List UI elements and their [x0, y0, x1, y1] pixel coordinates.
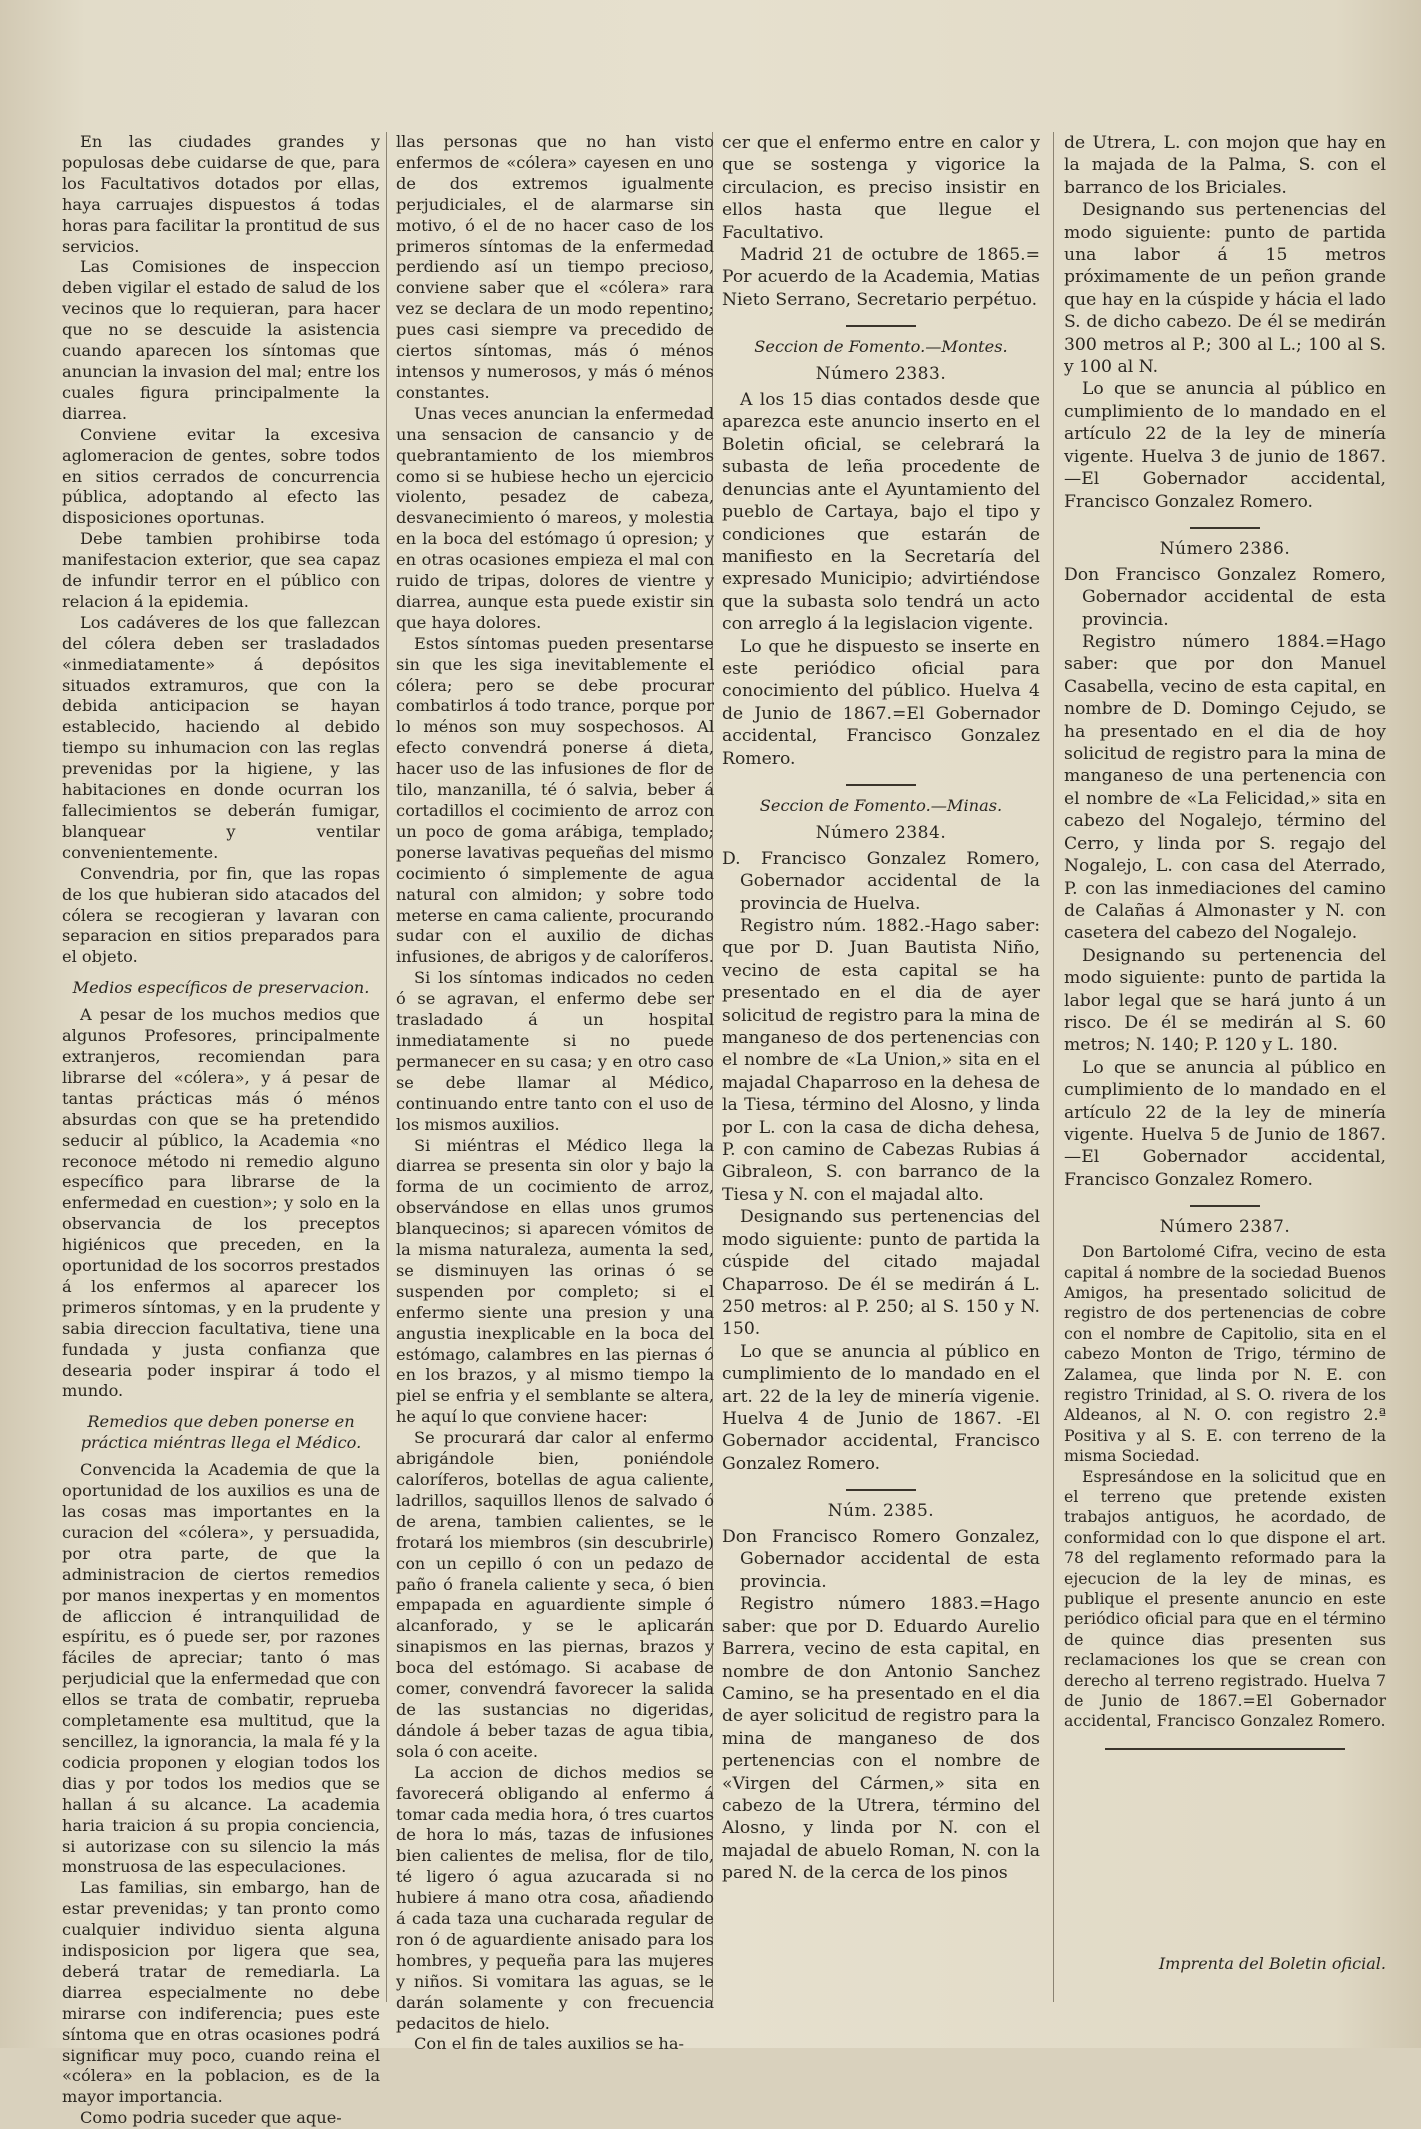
separator-rule	[1105, 1748, 1345, 1750]
paragraph: Las familias, sin embargo, han de estar prevenidas; y tan pronto como cualquier individuo sienta alguna indisposicion por ligera que sea, deberá tratar de remediarla. La diarrea especialmente no debe mirarse con indiferencia; pues este síntoma que en otras ocasiones podrá significar muy poco, cuando reina el «cólera» en la poblacion, es de la mayor importancia.	[62, 1878, 380, 2107]
printer-imprint: Imprenta del Boletin oficial.	[1158, 1954, 1386, 1973]
section-heading: Remedios que deben ponerse en práctica miéntras llega el Médico.	[80, 1412, 362, 1453]
paragraph: llas personas que no han visto enfermos de «cólera» cayesen en uno de dos extremos igualmente perjudiciales, el de alarmarse sin motivo, ó el de no hacer caso de los primeros síntomas de la enfermedad perdiendo así un tiempo precioso, conviene saber que el «cólera» rara vez se declara de un modo repentino; pues casi siempre va precedido de ciertos síntomas, más ó ménos intensos y numerosos, y más ó ménos constantes.	[396, 132, 714, 402]
paragraph: Las Comisiones de inspeccion deben vigilar el estado de salud de los vecinos que lo requieran, para hacer que no se descuide la asistencia cuando aparecen los síntomas que anuncian la invasion del mal; entre los cuales figura principalmente la diarrea.	[62, 257, 380, 423]
paragraph: Estos síntomas pueden presentarse sin que les siga inevitablemente el cólera; pero se debe procurar combatirlos á todo trance, porque por lo ménos son muy sospechosos. Al efecto convendrá ponerse á dieta, hacer uso de las infusiones de flor de tilo, manzanilla, té ó salvia, beber á cortadillos el cocimiento de arroz con un poco de goma arábiga, templado; ponerse lavativas pequeñas del mismo cocimiento ó simplemente de agua natural con almidon; y sobre todo meterse en cama caliente, procurando sudar con el auxilio de dichas infusiones, de abrigos y de caloríferos.	[396, 633, 714, 967]
paragraph: La accion de dichos medios se favorecerá obligando al enfermo á tomar cada media hora, ó tres cuartos de hora lo más, tazas de infusiones bien calientes de melisa, flor de tilo, té ligero ó agua azucarada si no hubiere á mano otra cosa, añadiendo á cada taza una cucharada regular de ron ó de aguardiente anisado para los hombres, y pequeña para las mujeres y niños. Si vomitara las aguas, se le darán solamente y con frecuencia pedacitos de hielo.	[396, 1762, 714, 2033]
paragraph: Debe tambien prohibirse toda manifestacion exterior, que sea capaz de infundir terror en el público con relacion á la epidemia.	[62, 529, 380, 611]
paragraph: Registro número 1884.=Hago saber: que por don Manuel Casabella, vecino de esta capital, en nombre de D. Domingo Cejudo, se ha presentado en el dia de hoy solicitud de registro para la mina de manganeso de una pertenencia con el nombre de «La Felicidad,» sita en cabezo del Nogalejo, término del Cerro, y linda por S. regajo del Nogalejo, L. con casa del Aterrado, P. con las inmediaciones del camino de Calañas á Almonaster y N. con casetera del cabezo del Nogalejo.	[1064, 632, 1386, 944]
notice-number: Número 2383.	[815, 364, 947, 385]
column-3	[722, 132, 1040, 2002]
paragraph: Don Francisco Gonzalez Romero, Gobernador accidental de esta provincia.	[1064, 564, 1386, 630]
paragraph: Como podria suceder que aque-	[80, 2108, 342, 2128]
section-heading: Seccion de Fomento.—Montes.	[754, 337, 1008, 357]
separator-rule	[1190, 1205, 1260, 1207]
paragraph: Convendria, por fin, que las ropas de los que hubieran sido atacados del cólera se recogieran y lavaran con separacion en sitios preparados para el objeto.	[62, 863, 380, 967]
paragraph: Convencida la Academia de que la oportunidad de los auxilios es una de las cosas mas importantes en la curacion del «cólera», y persuadida, por otra parte, de que la administracion de ciertos remedios por manos inexpertas y en momentos de afliccion é intranquilidad de espíritu, es ó puede ser, por razones fáciles de apreciar; tanto ó mas perjudicial que la enfermedad que con ellos se trata de combatir, reprueba completamente esa multitud, que la sencillez, la ignorancia, la mala fé y la codicia proponen y elogian todos los dias y por todos los medios que se hallan á su alcance. La academia haria traicion á su propia conciencia, si autorizase con su silencio la más monstruosa de las especulaciones.	[62, 1460, 380, 1877]
paragraph: En las ciudades grandes y populosas debe cuidarse de que, para los Facultativos dotados por ellas, haya carruajes dispuestos á todas horas para facilitar la prontitud de sus servicios.	[62, 132, 380, 256]
paragraph: Registro núm. 1882.-Hago saber: que por D. Juan Bautista Niño, vecino de esta capital se ha presentado en el dia de ayer solicitud de registro para la mina de manganeso de dos pertenencias con el nombre de «La Union,» sita en el majadal Chaparroso en la dehesa de la Tiesa, término del Alosno, y linda por L. con la casa de dicha dehesa, P. con camino de Cabezas Rubias á Gibraleon, S. con barranco de la Tiesa y N. con el majadal alto.	[722, 916, 1040, 1205]
paragraph: Conviene evitar la excesiva aglomeracion de gentes, sobre todos en sitios cerrados de concurrencia pública, adoptando al efecto las disposiciones oportunas.	[62, 424, 380, 528]
paragraph: Los cadáveres de los que fallezcan del cólera deben ser trasladados «inmediatamente» á depósitos situados extramuros, que con la debida anticipacion se hayan establecido, haciendo al debido tiempo su inhumacion con las reglas prevenidas por la higiene, y las habitaciones en donde ocurran los fallecimientos se deberán fumigar, blanquear y ventilar convenientemente.	[62, 612, 380, 862]
separator-rule	[846, 325, 916, 327]
notice-number: Número 2386.	[1159, 538, 1291, 559]
paragraph: Si miéntras el Médico llega la diarrea se presenta sin olor y bajo la forma de un cocimiento de arroz, observándose en ellas unos grumos blanquecinos; si aparecen vómitos de la misma naturaleza, aumenta la sed, se disminuyen las orinas ó se suspenden por completo; si el enfermo siente una presion y una angustia inexplicable en la boca del estómago, calambres en las piernas ó en los brazos, y al mismo tiempo la piel se enfria y el semblante se altera, he aquí lo que conviene hacer:	[396, 1135, 714, 1427]
paragraph: de Utrera, L. con mojon que hay en la majada de la Palma, S. con el barranco de los Briciales.	[1064, 133, 1386, 198]
paragraph: D. Francisco Gonzalez Romero, Gobernador accidental de la provincia de Huelva.	[722, 848, 1040, 914]
notice-number: Núm. 2385.	[827, 1501, 935, 1522]
notice-number: Número 2387.	[1159, 1217, 1291, 1238]
paragraph: Se procurará dar calor al enfermo abrigándole bien, poniéndole caloríferos, botellas de agua caliente, ladrillos, saquillos llenos de salvado ó de arena, tambien calientes, se le frotará los miembros (sin descubrirle) con un cepillo ó con un pedazo de paño ó franela caliente y seca, ó bien empapada en aguardiente simple ó alcanforado, y se le aplicarán sinapismos en las piernas, brazos y boca del estómago. Si acabase de comer, convendrá favorecer la salida de las sustancias no digeridas, dándole á beber tazas de agua tibia, sola ó con aceite.	[396, 1428, 714, 1761]
paragraph: Lo que he dispuesto se inserte en este periódico oficial para conocimiento del público. Huelva 4 de Junio de 1867.=El Gobernador accidental, Francisco Gonzalez Romero.	[722, 636, 1040, 769]
paragraph: Si los síntomas indicados no ceden ó se agravan, el enfermo debe ser trasladado á un hospital inmediatamente si no puede permanecer en su casa; y en otro caso se debe llamar al Médico, continuando entre tanto con el uso de los mismos auxilios.	[396, 968, 714, 1134]
column-rule	[1053, 132, 1054, 2002]
separator-rule	[846, 784, 916, 786]
paragraph: Espresándose en la solicitud que en el terreno que pretende existen trabajos antiguos, he acordado, de conformidad con lo que dispone el art. 78 del reglamento reformado para la ejecucion de la ley de minas, es publique el presente anuncio en este periódico oficial para que en el término de quince dias presenten sus reclamaciones los que se crean con derecho al terreno registrado. Huelva 7 de Junio de 1867.=El Gobernador accidental, Francisco Gonzalez Romero.	[1064, 1466, 1386, 1731]
section-heading: Seccion de Fomento.—Minas.	[759, 795, 1003, 815]
paragraph: Don Bartolomé Cifra, vecino de esta capital á nombre de la sociedad Buenos Amigos, ha presentado solicitud de registro de dos pertenencias de cobre con el nombre de Capitolio, sita en el cabezo Monton de Trigo, término de Zalamea, que linda por N. E. con registro Trinidad, al S. O. rivera de los Aldeanos, al N. O. con registro 2.ª Positiva y al S. E. con terreno de la misma Sociedad.	[1064, 1242, 1386, 1466]
column-rule	[386, 132, 387, 2002]
column-4	[1064, 132, 1386, 2002]
paragraph: Lo que se anuncia al público en cumplimiento de lo mandado en el art. 22 de la ley de minería vigenie. Huelva 4 de Junio de 1867. -El Gobernador accidental, Francisco Gonzalez Romero.	[722, 1341, 1040, 1474]
paragraph: Designando su pertenencia del modo siguiente: punto de partida la labor legal que se hará junto á un risco. De él se medirán al S. 60 metros; N. 140; P. 120 y L. 180.	[1064, 945, 1386, 1056]
paragraph: Designando sus pertenencias del modo siguiente: punto de partida la cúspide del citado majadal Chaparroso. De él se medirán á L. 250 metros: al P. 250; al S. 150 y N. 150.	[722, 1207, 1040, 1340]
paragraph: Lo que se anuncia al público en cumplimiento de lo mandado en el artículo 22 de la ley de minería vigente. Huelva 5 de Junio de 1867.—El Gobernador accidental, Francisco Gonzalez Romero.	[1064, 1057, 1386, 1190]
column-2	[396, 132, 714, 2054]
paragraph: A pesar de los muchos medios que algunos Profesores, principalmente extranjeros, recomiendan para librarse del «cólera», y á pesar de tantas prácticas más ó ménos absurdas con que se ha pretendido seducir al público, la Academia «no reconoce método ni remedio alguno específico para librarse de la enfermedad en cuestion»; y solo en la observancia de los preceptos higiénicos que preceden, en la oportunidad de los socorros prestados á los enfermos al aparecer los primeros síntomas, y en la prudente y sabia direccion facultativa, tiene una fundada y justa confianza que desearia poder inspirar á todo el mundo.	[62, 1005, 380, 1401]
separator-rule	[1190, 527, 1260, 529]
paragraph: Designando sus pertenencias del modo siguiente: punto de partida una labor á 15 metros próximamente de un peñon grande que hay en la cúspide y hácia el lado S. de dicho cabezo. De él se medirán 300 metros al P.; 300 al L.; 100 al S. y 100 al N.	[1064, 200, 1386, 378]
paragraph: Registro número 1883.=Hago saber: que por D. Eduardo Aurelio Barrera, vecino de esta capital, en nombre de don Antonio Sanchez Camino, se ha presentado en el dia de ayer solicitud de registro para la mina de manganeso de dos pertenencias con el nombre de «Virgen del Cármen,» sita en cabezo de la Utrera, término del Alosno, y linda por N. con el majadal de abuelo Roman, N. con la pared N. de la cerca de los pinos	[722, 1594, 1040, 1884]
paragraph: Don Francisco Romero Gonzalez, Gobernador accidental de esta provincia.	[722, 1527, 1040, 1592]
paragraph: Con el fin de tales auxilios se ha-	[414, 2034, 684, 2054]
paragraph: cer que el enfermo entre en calor y que se sostenga y vigorice la circulacion, es preciso insistir en ellos hasta que llegue el Facultativo.	[722, 133, 1040, 243]
separator-rule	[846, 1489, 916, 1491]
paragraph: Unas veces anuncian la enfermedad una sensacion de cansancio y de quebrantamiento de los miembros como si se hubiese hecho un ejercicio violento, pesadez de cabeza, desvanecimiento ó mareos, y molestia en la boca del estómago ú opresion; y en otras ocasiones empieza el mal con ruido de tripas, dolores de vientre y diarrea, aunque esta puede existir sin que haya dolores.	[396, 403, 714, 632]
column-1	[62, 132, 380, 2128]
paragraph: Madrid 21 de octubre de 1865.= Por acuerdo de la Academia, Matias Nieto Serrano, Secretario perpétuo.	[722, 245, 1040, 310]
paragraph: A los 15 dias contados desde que aparezca este anuncio inserto en el Boletin oficial, se celebrará la subasta de leña procedente de denuncias ante el Ayuntamiento del pueblo de Cartaya, bajo el tipo y condiciones que estarán de manifiesto en la Secretaría del expresado Municipio; advirtiéndose que la subasta solo tendrá un acto con arreglo á la legislacion vigente.	[722, 390, 1040, 635]
section-heading: Medios específicos de preservacion.	[72, 978, 370, 998]
paragraph: Lo que se anuncia al público en cumplimiento de lo mandado en el artículo 22 de la ley de minería vigente. Huelva 3 de junio de 1867.—El Gobernador accidental, Francisco Gonzalez Romero.	[1064, 379, 1386, 512]
notice-number: Número 2384.	[815, 822, 947, 843]
